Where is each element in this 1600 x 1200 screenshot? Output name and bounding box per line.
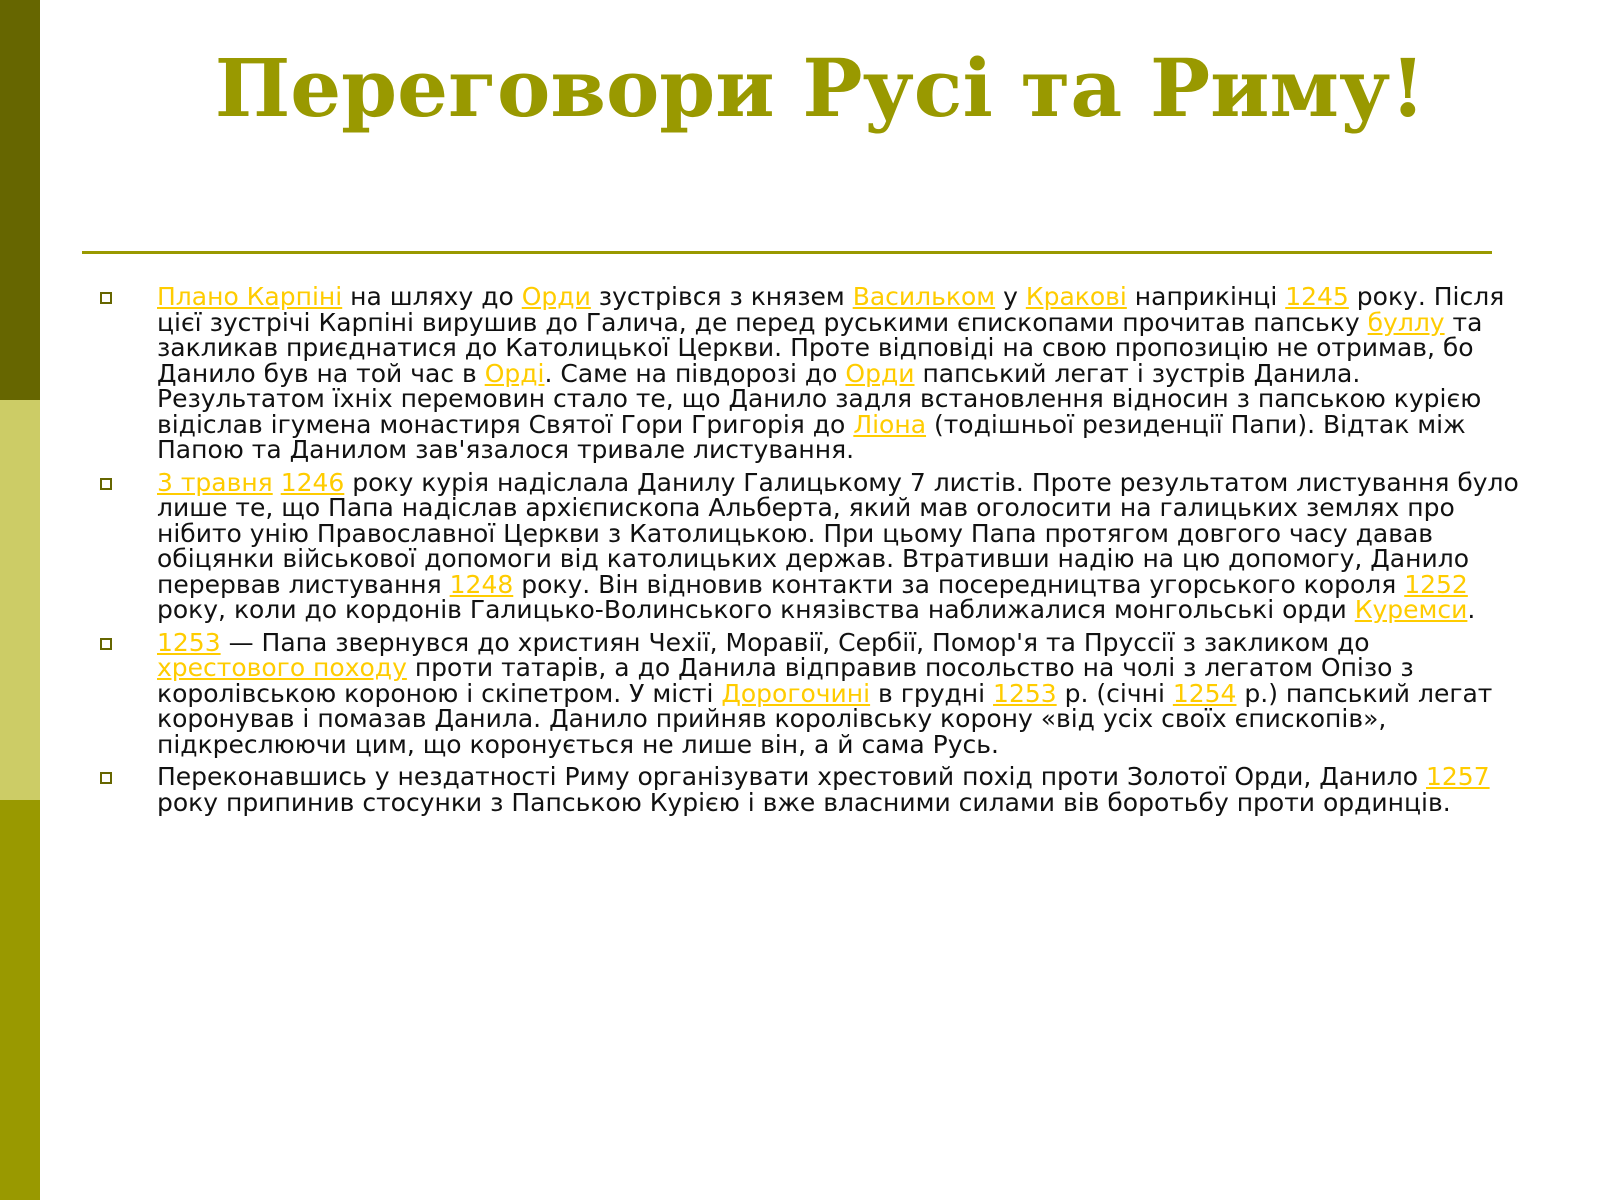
hyperlink[interactable]: Кракові (1025, 282, 1127, 311)
hyperlink[interactable]: 1252 (1404, 569, 1468, 599)
hyperlink[interactable]: Васильком (852, 282, 996, 311)
body-text: року, коли до кордонів Галицько-Волинського князівства наближалися монгольські орди (157, 595, 1355, 624)
bullet-item (100, 764, 1520, 815)
square-bullet-icon (100, 478, 112, 490)
body-text: в грудні (870, 678, 994, 708)
slide-title: Переговори Русі та Риму! (214, 41, 1426, 135)
hyperlink[interactable]: 1253 (993, 678, 1057, 708)
hyperlink[interactable]: 1253 (157, 627, 221, 657)
hyperlink[interactable]: 3 травня (157, 467, 273, 497)
body-text: папський легат і зустрів Данила. Результатом їхніх перемовин стало те, що Данило задля встановлення відносин з папською курією відіслав ігумена монастиря Святої Гори Григорія до (157, 358, 1482, 439)
hyperlink[interactable]: 1254 (1172, 678, 1237, 708)
body-text: . (1467, 595, 1476, 624)
left-stripe-middle (0, 400, 40, 800)
hyperlink[interactable]: 1257 (1425, 762, 1490, 791)
hyperlink[interactable]: Плано Карпіні (157, 282, 343, 311)
body-text: року. Після цієї зустрічі Карпіні вирушив до Галича, де перед руськими єпископами прочитав папську (157, 282, 1505, 337)
body-text: зустрівся з князем (590, 282, 853, 311)
body-text: Переконавшись у нездатності Риму організувати хрестовий похід проти Золотої Орди, Данило (157, 762, 1426, 791)
left-stripe-top (0, 0, 40, 400)
hyperlink[interactable]: 1245 (1285, 282, 1349, 311)
bullet-list (100, 284, 1520, 822)
left-stripe-bottom (0, 800, 40, 1200)
hyperlink[interactable]: Орди (521, 282, 591, 311)
body-text: року. Він відновив контакти за посередництва угорського короля (513, 569, 1405, 599)
body-text: у (995, 282, 1026, 311)
body-text: та закликав приєднатися до Католицької Церкви. Проте відповіді на свою пропозицію не отримав, бо Данило був на той час в (157, 307, 1483, 388)
hyperlink[interactable]: 1246 (280, 467, 345, 497)
body-text: на шляху до (342, 282, 522, 311)
hyperlink[interactable]: Орди (845, 358, 915, 388)
body-text: наприкінці (1126, 282, 1286, 311)
body-text: р.) папський легат коронував і помазав Данила. Данило прийняв королівську корону «від усіх своїх єпископів», підкреслюючи цим, що коронується не лише він, а й сама Русь. (157, 678, 1493, 759)
hyperlink[interactable]: Дорогочині (721, 678, 871, 708)
bullet-item (100, 627, 1520, 759)
title-divider (82, 251, 1492, 254)
body-text: р. (січні (1056, 678, 1173, 708)
body-text: року припинив стосунки з Папською Курією і вже власними силами вів боротьбу проти ординців. (157, 787, 1451, 817)
square-bullet-icon (100, 638, 112, 650)
body-text: проти татарів, а до Данила відправив посольство на чолі з легатом Опізо з королівською короною і скіпетром. У місті (157, 653, 1414, 708)
hyperlink[interactable]: Орді (484, 358, 545, 388)
square-bullet-icon (100, 292, 112, 304)
body-text: . Саме на півдорозі до (544, 358, 846, 388)
bullet-item (100, 284, 1520, 463)
square-bullet-icon (100, 772, 112, 784)
hyperlink[interactable]: 1248 (449, 569, 514, 599)
body-text: року курія надіслала Данилу Галицькому 7 листів. Проте результатом листування було лише те, що Папа надіслав архієпископа Альберта, який мав оголосити на галицьких землях про нібито унію Православної Церкви з Католицькою. При цьому Папа протягом довгого часу давав обіцянки військової допомоги від католицьких держав. Втративши надію на цю допомогу, Данило перервав листування (157, 467, 1519, 599)
body-text: (тодішньої резиденції Папи). Відтак між Папою та Данилом зав'язалося тривале листування. (157, 409, 1466, 464)
hyperlink[interactable]: буллу (1367, 307, 1445, 337)
body-text: — Папа звернувся до християн Чехії, Моравії, Сербії, Помор'я та Пруссії з закликом до (220, 627, 1370, 657)
hyperlink[interactable]: Ліона (853, 409, 927, 439)
hyperlink[interactable]: хрестового походу (157, 653, 407, 682)
hyperlink[interactable]: Куремси (1354, 595, 1468, 624)
bullet-item (100, 467, 1520, 624)
